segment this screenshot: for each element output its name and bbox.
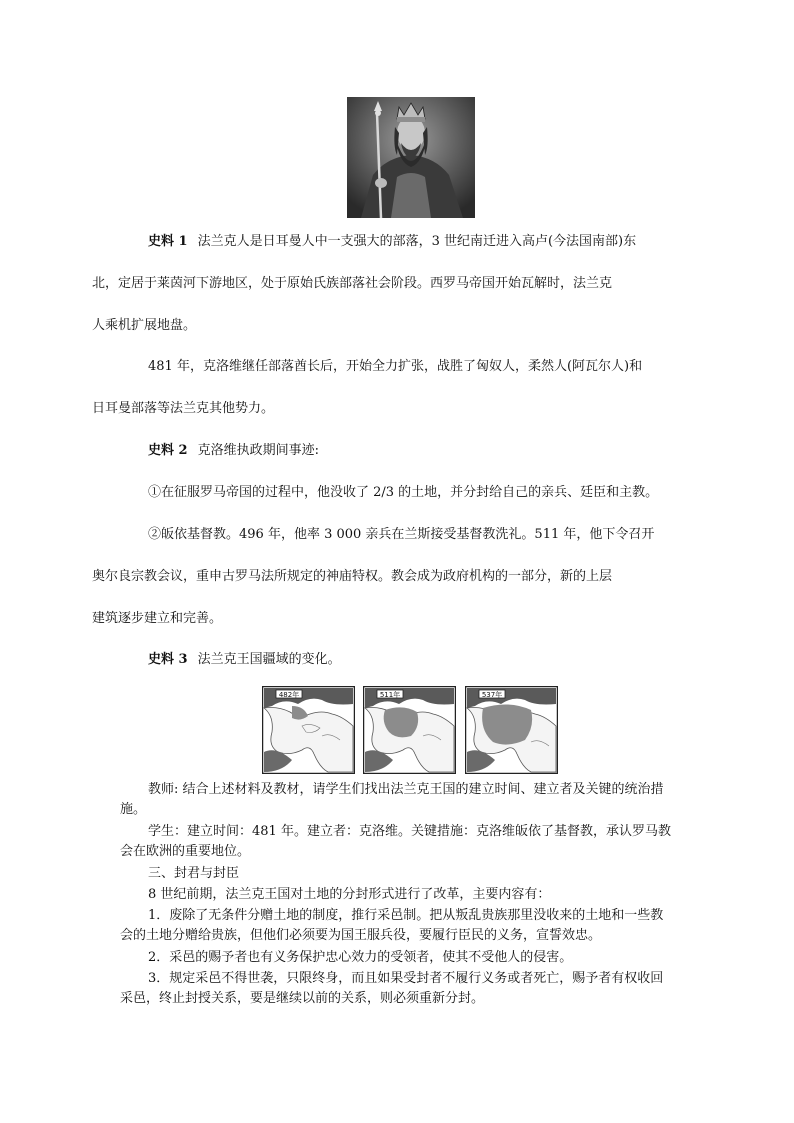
map-year-label-2: 511年 <box>379 691 401 699</box>
student-answer: 学生：建立时间：481 年。建立者：克洛维。关键措施：克洛维皈依了基督教，承认罗马教会在欧洲的重要地位。 <box>120 824 671 859</box>
source-3-heading: 史料 3 法兰克王国疆域的变化。 <box>148 652 341 667</box>
teacher-prompt: 教师: 结合上述材料及教材，请学生们找出法兰克王国的建立时间、建立者及关键的统治措施。 <box>120 782 664 817</box>
map-year-label-1: 482年 <box>278 691 300 699</box>
source-1-paragraph: 史料 1 法兰克人是日耳曼人中一支强大的部落，3 世纪南迁进入高卢(今法国南部)东 北，定居于莱茵河下游地区，处于原始氏族部落社会阶段。西罗马帝国开始瓦解时，法兰克 人乘机扩展地盘。 <box>92 234 637 333</box>
territory-map-511 <box>363 686 456 774</box>
source-2-label: 史料 2 <box>148 443 188 458</box>
clovis-portrait-image <box>347 97 475 218</box>
source-2-item-2: ②皈依基督教。496 年，他率 3 000 亲兵在兰斯接受基督教洗礼。511 年，他下令召开 奥尔良宗教会议，重申古罗马法所规定的神庙特权。教会成为政府机构的一部分，新的上层 建筑逐步建立和完善。 <box>92 527 655 626</box>
reform-item-3: 3．规定采邑不得世袭，只限终身，而且如果受封者不履行义务或者死亡，赐予者有权收回采邑，终止封授关系，要是继续以前的关系，则必须重新分封。 <box>120 971 664 1006</box>
source-1-label: 史料 1 <box>148 234 188 249</box>
source-2-item-1: ①在征服罗马帝国的过程中，他没收了 2/3 的土地，并分封给自己的亲兵、廷臣和主教。 <box>148 485 659 500</box>
reform-intro: 8 世纪前期，法兰克王国对土地的分封形式进行了改革，主要内容有： <box>148 887 551 902</box>
map-year-label-3: 537年 <box>481 691 503 699</box>
reform-item-2: 2．采邑的赐予者也有义务保护忠心效力的受领者，使其不受他人的侵害。 <box>148 950 573 965</box>
reform-item-1: 1．废除了无条件分赠土地的制度，推行采邑制。把从叛乱贵族那里没收来的土地和一些教会的土地分赠给贵族，但他们必须要为国王服兵役，要履行臣民的义务，宣誓效忠。 <box>120 908 664 943</box>
territory-map-537 <box>465 686 558 774</box>
section-heading-feudal: 三、封君与封臣 <box>148 866 240 881</box>
source-3-label: 史料 3 <box>148 652 188 667</box>
source-1-paragraph-2: 481 年，克洛维继任部落酋长后，开始全力扩张，战胜了匈奴人，柔然人(阿瓦尔人)和 日耳曼部落等法兰克其他势力。 <box>92 359 643 416</box>
source-2-heading: 史料 2 克洛维执政期间事迹: <box>148 443 319 458</box>
territory-map-482 <box>262 686 355 774</box>
territory-maps <box>262 686 558 774</box>
